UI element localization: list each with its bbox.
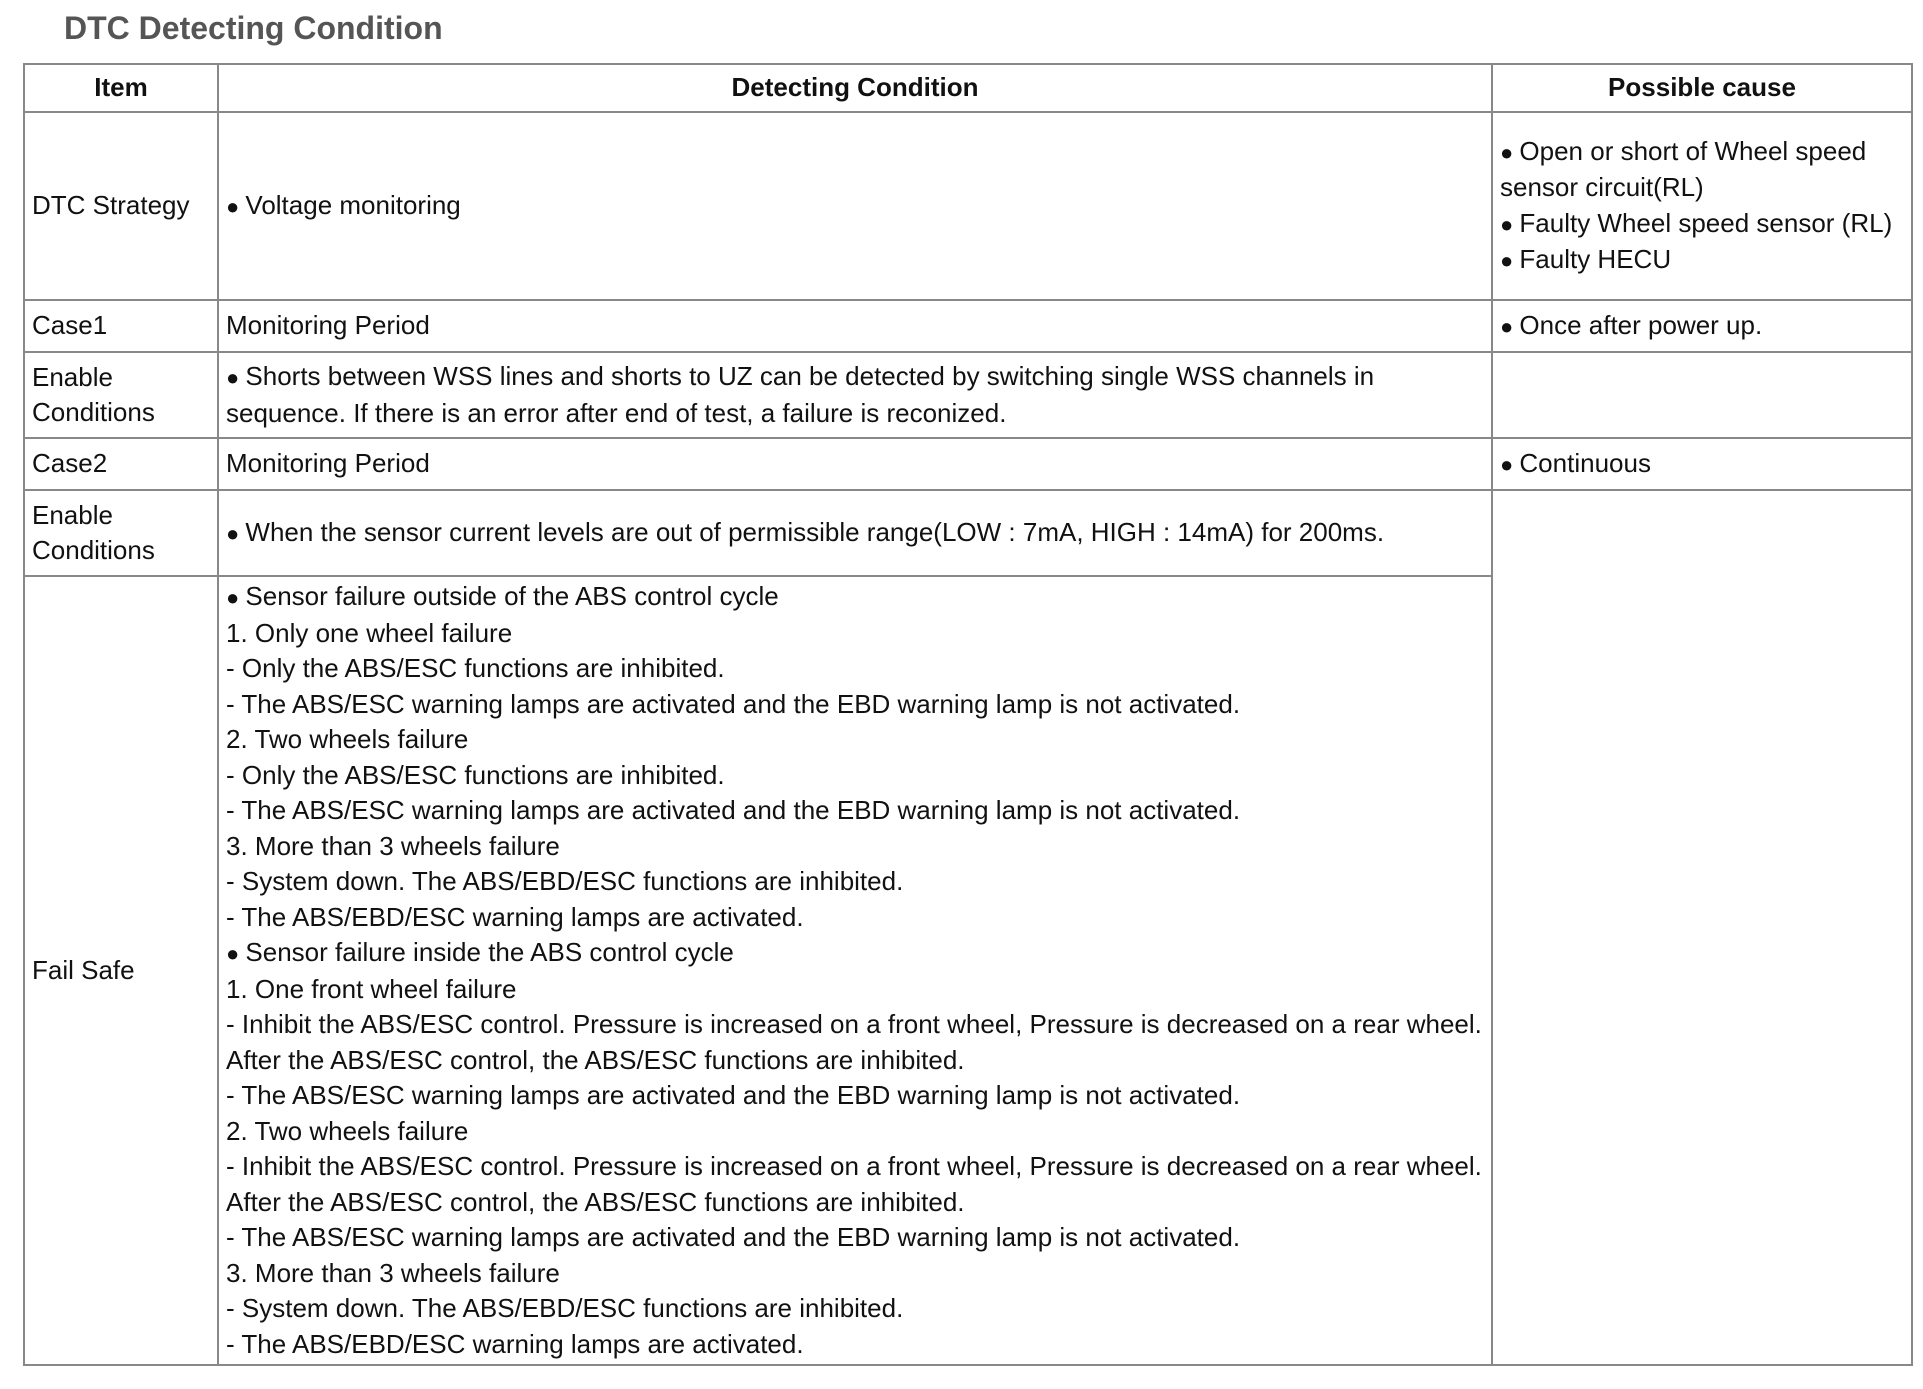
cause-cell [1492, 438, 1912, 490]
failsafe-line: - The ABS/ESC warning lamps are activated and the EBD warning lamp is not activated. [226, 795, 1241, 825]
condition-cell: Monitoring Period [218, 438, 1492, 490]
failsafe-line: 3. More than 3 wheels failure [226, 830, 560, 861]
item-cell: Enable Conditions [24, 352, 218, 438]
condition-text: ● When the sensor current levels are out of permissible range(LOW : 7mA, HIGH : 14mA) for 200ms. [226, 515, 1484, 552]
header-detecting-condition: Detecting Condition [218, 64, 1492, 112]
cause-item: ● Open or short of Wheel speed sensor circuit(RL) [1500, 134, 1904, 206]
failsafe-line: - System down. The ABS/EBD/ESC functions are inhibited. [226, 866, 904, 896]
cause-cell [1492, 300, 1912, 352]
failsafe-line: - The ABS/ESC warning lamps are activated and the EBD warning lamp is not activated. [226, 1080, 1241, 1110]
failsafe-line: 3. More than 3 wheels failure [226, 1257, 560, 1288]
failsafe-line: - The ABS/ESC warning lamps are activated and the EBD warning lamp is not activated. [226, 1222, 1241, 1252]
item-cell: Case2 [24, 438, 218, 490]
condition-text: ● Shorts between WSS lines and shorts to UZ can be detected by switching single WSS channels in sequence. If there is an error after end of test, a failure is reconized. [226, 359, 1484, 431]
condition-cell [218, 576, 1492, 1365]
page-title: DTC Detecting Condition [64, 10, 443, 46]
failsafe-line: 1. One front wheel failure [226, 973, 517, 1004]
header-item: Item [24, 64, 218, 112]
table-row-dtc-strategy [24, 112, 1912, 300]
table-row-case2 [24, 438, 1912, 490]
cause-item: ● Faulty Wheel speed sensor (RL) [1500, 206, 1904, 243]
dtc-condition-table [23, 63, 1913, 1366]
cause-item: ● Faulty HECU [1500, 242, 1904, 279]
cause-cell-empty [1492, 352, 1912, 438]
cause-cell [1492, 112, 1912, 300]
table-header-row [24, 64, 1912, 112]
item-cell: Case1 [24, 300, 218, 352]
failsafe-line: - Only the ABS/ESC functions are inhibited. [226, 653, 725, 683]
failsafe-line: 2. Two wheels failure [226, 724, 469, 754]
item-cell: DTC Strategy [24, 112, 218, 300]
condition-cell [218, 490, 1492, 576]
failsafe-line: 2. Two wheels failure [226, 1115, 469, 1146]
table-row-case1 [24, 300, 1912, 352]
header-possible-cause: Possible cause [1492, 64, 1912, 112]
item-cell: Enable Conditions [24, 490, 218, 576]
item-cell: Fail Safe [24, 576, 218, 1365]
failsafe-line: - The ABS/EBD/ESC warning lamps are activated. [226, 1328, 804, 1359]
failsafe-line: - Inhibit the ABS/ESC control. Pressure is increased on a front wheel, Pressure is decreased on a rear wheel. After the ABS/ESC control, the ABS/ESC functions are inhibited. [226, 1151, 1482, 1217]
failsafe-line: 1. Only one wheel failure [226, 617, 513, 648]
failsafe-line: ● Sensor failure outside of the ABS control cycle [226, 579, 1484, 616]
failsafe-line: - Only the ABS/ESC functions are inhibited. [226, 759, 725, 790]
table-row-enable-conditions-2 [24, 490, 1912, 576]
failsafe-line: - System down. The ABS/EBD/ESC functions are inhibited. [226, 1293, 904, 1323]
failsafe-line: - The ABS/EBD/ESC warning lamps are activated. [226, 901, 804, 932]
condition-cell [218, 112, 1492, 300]
condition-text: ● Voltage monitoring [226, 188, 1484, 225]
cause-cell-empty [1492, 490, 1912, 1365]
condition-cell [218, 352, 1492, 438]
cause-item: ● Once after power up. [1500, 308, 1904, 345]
table-row-enable-conditions-1 [24, 352, 1912, 438]
cause-item: ● Continuous [1500, 446, 1904, 483]
failsafe-line: ● Sensor failure inside the ABS control cycle [226, 935, 1484, 972]
failsafe-line: - The ABS/ESC warning lamps are activated and the EBD warning lamp is not activated. [226, 688, 1241, 719]
condition-cell: Monitoring Period [218, 300, 1492, 352]
failsafe-line: - Inhibit the ABS/ESC control. Pressure is increased on a front wheel, Pressure is decreased on a rear wheel. After the ABS/ESC control, the ABS/ESC functions are inhibited. [226, 1009, 1482, 1075]
